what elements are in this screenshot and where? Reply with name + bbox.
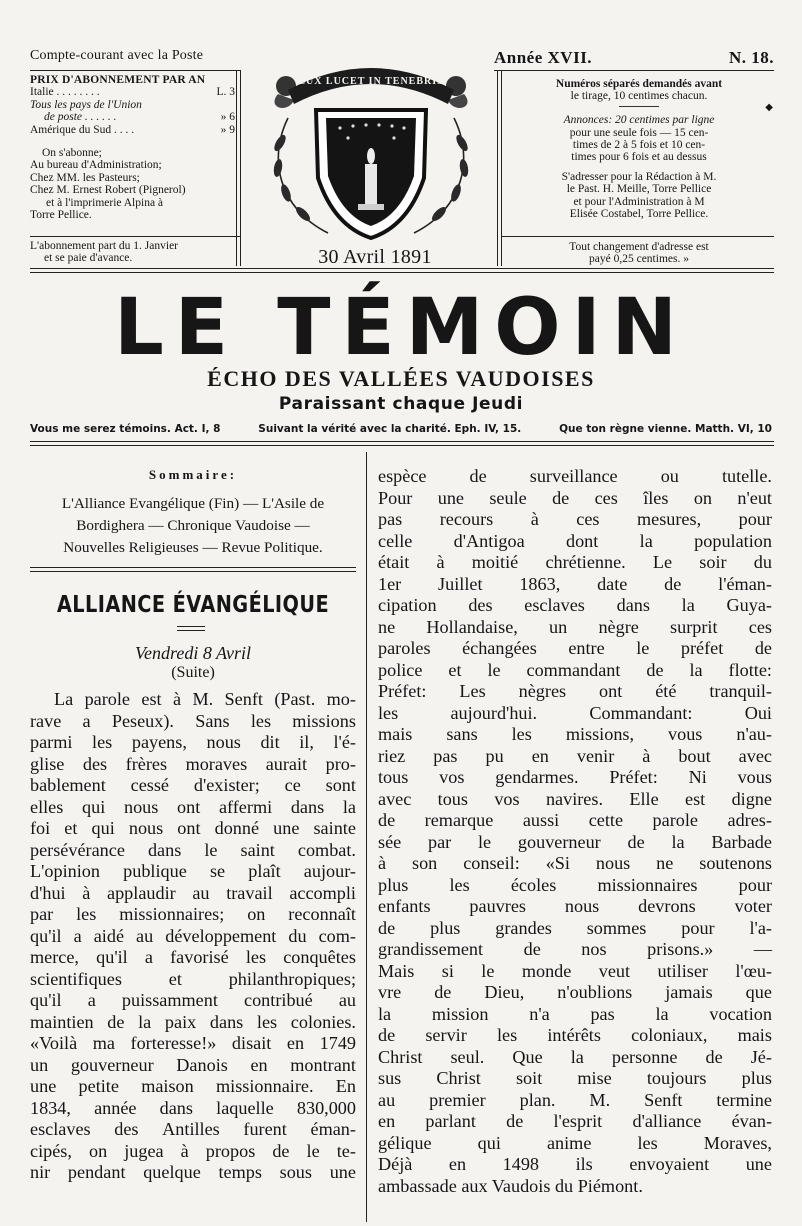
article-line: Mais si le monde veut utiliser l'œu- bbox=[378, 960, 772, 981]
postal-account-note: Compte-courant avec la Poste bbox=[30, 48, 204, 63]
subscribe-line: Chez MM. les Pasteurs; bbox=[30, 171, 140, 184]
article-line: rave a Peseux). Sans les missions bbox=[30, 710, 356, 731]
table-of-contents bbox=[30, 493, 356, 559]
article-line: espèce de surveillance ou tutelle. bbox=[378, 466, 772, 486]
article-line: grandissement de nos prisons.» — bbox=[378, 939, 772, 959]
top-rule-left bbox=[30, 70, 240, 71]
article-line: qu'il a puissamment contribué au bbox=[30, 990, 356, 1010]
article-line: enfants pauvres nous devrons voter bbox=[378, 896, 772, 916]
article-line: maintien de la paix dans les colonies. bbox=[30, 1011, 356, 1032]
subscribe-line: Au bureau d'Administration; bbox=[30, 159, 162, 172]
issue-number: N. 18. bbox=[728, 48, 774, 67]
column-divider bbox=[366, 452, 367, 1222]
article-line: paroles échangées entre le préfet de bbox=[378, 638, 772, 658]
article-continued: (Suite) bbox=[171, 664, 215, 681]
article-line: scientifiques et philanthropiques; bbox=[30, 968, 356, 989]
article-line: la mission n'a pas la vocation bbox=[378, 1003, 772, 1024]
price-row: Tous les pays de l'Union bbox=[30, 98, 142, 111]
article-line: 1er Juillet 1863, date de l'éman- bbox=[378, 573, 772, 594]
article-line: celle d'Antigoa dont la population bbox=[378, 530, 772, 551]
motto: Vous me serez témoins. Act. I, 8 bbox=[30, 423, 221, 435]
article-line: les aujourd'hui. Commandant: Oui bbox=[378, 702, 772, 723]
article-line: riez pas pu en venir à bout avec bbox=[378, 745, 772, 766]
article-column-left bbox=[30, 689, 356, 1184]
subscribe-line: et à l'imprimerie Alpina à bbox=[46, 196, 164, 209]
title-ornament bbox=[177, 626, 205, 627]
scripture-mottos bbox=[30, 423, 772, 435]
address-change-note: Tout changement d'adresse est payé 0,25 centimes. » bbox=[569, 241, 709, 266]
price-row: Amérique du Sud . . . . » 9 bbox=[30, 123, 235, 136]
contact-box: Numéros séparés demandés avant le tirage, 10 centimes chacun. ◆ Annonces: 20 centimes par ligne pour une seule fois — 15 cen- times de 2 à 5 fois et 10 cen- times pour 6 fois et au dessus S'adresser pour la Rédaction à M. le Past. H. Meille, Torre Pellice et pour l'Administration à M Elisée Costabel, Torre Pellice. bbox=[505, 78, 773, 220]
masthead-rule-2 bbox=[30, 272, 774, 273]
box-border-left bbox=[236, 70, 237, 266]
article-line: gélique qui anime les Moraves, bbox=[378, 1132, 772, 1153]
article-line: ambassade aux Vaudois du Piémont. bbox=[378, 1175, 643, 1196]
article-line: un gouverneur Danois en montrant bbox=[30, 1054, 356, 1075]
article-line: plus les écoles missionnaires pour bbox=[378, 874, 772, 895]
box-rule bbox=[30, 236, 240, 237]
subscription-box bbox=[30, 74, 235, 221]
article-line: une petite maison missionnaire. En bbox=[30, 1076, 356, 1096]
summary-heading: Sommaire: bbox=[148, 467, 238, 482]
article-line: foi et qui nous ont donné une sainte bbox=[30, 818, 356, 838]
article-line: vre de Dieu, n'oublions jamais que bbox=[378, 982, 772, 1002]
toc-line: L'Alliance Evangélique (Fin) — L'Asile de bbox=[61, 495, 325, 512]
price-row: de poste . . . . . . » 6 bbox=[44, 111, 235, 124]
title-ornament-2 bbox=[177, 630, 205, 631]
article-column-right bbox=[378, 466, 772, 1197]
newspaper-title: LE TÉMOIN bbox=[114, 283, 688, 373]
year-number: Année XVII. bbox=[494, 48, 593, 67]
article-line: avec tous vos navires. Elle est digne bbox=[378, 788, 772, 809]
summary-rule bbox=[30, 567, 356, 568]
article-line: sus Christ soit mise toujours plus bbox=[378, 1068, 772, 1088]
article-line: glise des frères moraves aurait pro- bbox=[30, 753, 356, 774]
motto: Suivant la vérité avec la charité. Eph. IV, 15. bbox=[258, 423, 522, 435]
subscription-heading: PRIX D'ABONNEMENT PAR AN bbox=[30, 74, 206, 86]
toc-line: Bordighera — Chronique Vaudoise — bbox=[76, 517, 310, 534]
box-rule-right bbox=[502, 236, 774, 237]
header-bottom-rule bbox=[30, 441, 774, 442]
article-line: à son conseil: «Si nous ne soutenons bbox=[378, 853, 772, 873]
article-line: esclaves des Antilles furent éman- bbox=[30, 1119, 356, 1139]
subscription-start-note: L'abonnement part du 1. Janvier et se paie d'avance. bbox=[30, 240, 179, 265]
article-line: Christ seul. Que la personne de Jé- bbox=[378, 1046, 772, 1067]
candle-shield-icon bbox=[248, 48, 494, 248]
subscribe-line: On s'abonne; bbox=[42, 147, 102, 160]
article-line: L'opinion publique se plaît aujour- bbox=[30, 861, 356, 881]
masthead-emblem bbox=[248, 48, 494, 248]
article-line: «Voilà ma forteresse!» disait en 1749 bbox=[30, 1033, 356, 1053]
article-line: persévérance dans le saint combat. bbox=[30, 839, 356, 860]
motto: Que ton règne vienne. Matth. VI, 10 bbox=[559, 423, 772, 435]
box-border-left-inner bbox=[240, 70, 241, 266]
article-date: Vendredi 8 Avril bbox=[135, 643, 251, 663]
article-line: de remarque aussi cette parole adres- bbox=[378, 810, 772, 830]
article-line: mais sans les missions, vous n'au- bbox=[378, 724, 772, 744]
article-line: de plus grandes sommes pour l'a- bbox=[378, 917, 772, 938]
ads-note: Annonces: 20 centimes par ligne bbox=[563, 114, 715, 127]
article-line: police et le commandant de la flotte: bbox=[378, 659, 772, 680]
editorial-address: S'adresser pour la Rédaction à M. bbox=[561, 170, 717, 183]
article-line: d'hui à applaudir au travail accompli bbox=[30, 882, 356, 903]
svg-text:LUX LUCET IN TENEBRIS: LUX LUCET IN TENEBRIS bbox=[298, 76, 444, 87]
article-line: 1834, année dans laquelle 830,000 bbox=[30, 1097, 356, 1118]
header-bottom-rule-2 bbox=[30, 445, 774, 446]
article-line: cipation des esclaves dans la Guya- bbox=[378, 595, 772, 615]
issue-info bbox=[494, 48, 774, 68]
article-line: Pour une seule de ces îles on n'eut bbox=[378, 487, 772, 508]
article-line: merce, qu'il a favorisé les conquêtes bbox=[30, 947, 356, 967]
article-line: tous vos gendarmes. Préfet: Ni vous bbox=[378, 767, 772, 787]
article-line: Déjà en 1498 ils envoyaient une bbox=[378, 1154, 772, 1174]
subscribe-line: Torre Pellice. bbox=[30, 209, 92, 222]
box-border-right bbox=[497, 70, 498, 266]
article-line: qu'il a aidé au développement du com- bbox=[30, 925, 356, 946]
article-line: au premier plan. M. Senft termine bbox=[378, 1089, 772, 1110]
article-line: sée par le gouverneur de la Barbade bbox=[378, 831, 772, 852]
article-line: de servir les intérêts coloniaux, mais bbox=[378, 1025, 772, 1045]
newspaper-subtitle: ÉCHO DES VALLÉES VAUDOISES bbox=[207, 366, 595, 391]
price-row: Italie . . . . . . . . L. 3 bbox=[30, 86, 235, 99]
article-line: nir pendant quelque temps sous une bbox=[30, 1162, 356, 1182]
article-line: elles qui nous ont affermi dans la bbox=[30, 796, 356, 817]
article-line: cipés, on jugea à propos de le te- bbox=[30, 1140, 356, 1161]
article-line: La parole est à M. Senft (Past. mo- bbox=[54, 689, 356, 709]
top-rule-right bbox=[494, 70, 774, 71]
article-line: par les missionnaires; on reconnaît bbox=[30, 904, 356, 924]
article-line: était à moitié chrétienne. Le soir du bbox=[378, 552, 772, 572]
article-line: en parlant de l'esprit d'alliance évan- bbox=[378, 1111, 772, 1131]
subscribe-line: Chez M. Ernest Robert (Pignerol) bbox=[30, 184, 186, 197]
issue-date: 30 Avril 1891 bbox=[318, 246, 432, 268]
article-line: pas recours à ces mesures, pour bbox=[378, 509, 772, 529]
toc-line: Nouvelles Religieuses — Revue Politique. bbox=[63, 539, 323, 556]
article-line: parmi les payens, nous dit il, l'é- bbox=[30, 732, 356, 752]
article-line: Préfet: Les nègres ont été tranquil- bbox=[378, 681, 772, 701]
publication-frequency: Paraissant chaque Jeudi bbox=[278, 394, 524, 414]
article-line: ne Hollandaise, un nègre surprit ces bbox=[378, 616, 772, 637]
summary-rule-2 bbox=[30, 571, 356, 572]
article-title: ALLIANCE ÉVANGÉLIQUE bbox=[56, 592, 330, 618]
article-line: bablement cessé d'exister; ce sont bbox=[30, 775, 356, 795]
single-copy-note: Numéros séparés demandés avant bbox=[555, 78, 723, 90]
